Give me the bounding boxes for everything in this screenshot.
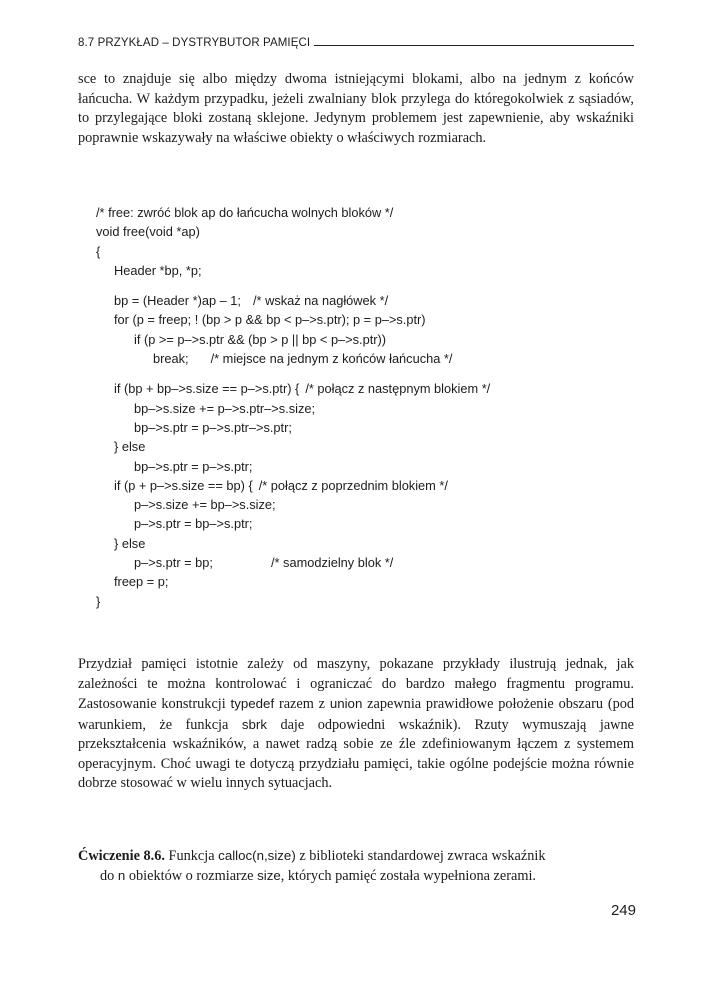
- exercise-text: z biblioteki standardowej zwraca wskaźnik: [299, 848, 546, 864]
- code-text: if (p >= p–>s.ptr && (bp > p || bp < p–>s.ptr)): [134, 331, 387, 347]
- exercise-text: Funkcja: [168, 848, 215, 864]
- code-comment: /* miejsce na jednym z końców łańcucha */: [210, 351, 453, 367]
- code-text: {: [96, 243, 101, 259]
- code-line: [96, 592, 636, 611]
- running-title: 8.7 PRZYKŁAD – DYSTRYBUTOR PAMIĘCI: [78, 37, 311, 49]
- code-line: [96, 534, 636, 553]
- summary-text: zapewnia prawidłowe położenie obszaru (pod warunkiem, że funkcja: [78, 696, 635, 733]
- keyword-sbrk: sbrk: [241, 716, 267, 732]
- code-line: [96, 291, 636, 310]
- exercise-code: calloc(n,size): [218, 848, 296, 863]
- header-rule: [314, 45, 634, 46]
- code-comment: /* wskaż na nagłówek */: [252, 293, 389, 309]
- code-text: break;: [153, 351, 189, 367]
- code-comment: /* free: zwróć blok ap do łańcucha wolnych bloków */: [96, 205, 394, 220]
- code-line: [96, 553, 636, 572]
- code-line: [96, 310, 636, 329]
- exercise-text: , których pamięć została wypełniona zerami.: [280, 868, 537, 884]
- code-line: [96, 203, 636, 222]
- exercise-code: n: [117, 868, 126, 883]
- code-line: [96, 399, 636, 418]
- code-line: [96, 437, 636, 456]
- code-text: if (p + p–>s.size == bp) {: [114, 477, 253, 493]
- code-text: bp–>s.ptr = p–>s.ptr–>s.ptr;: [134, 419, 292, 435]
- code-text: if (bp + bp–>s.size == p–>s.ptr) {: [114, 381, 300, 397]
- running-header: [78, 37, 634, 49]
- exercise-code: size: [257, 868, 281, 883]
- code-text: bp–>s.size += p–>s.ptr–>s.size;: [134, 400, 316, 416]
- code-line: [96, 514, 636, 533]
- code-text: bp–>s.ptr = p–>s.ptr;: [134, 458, 253, 474]
- summary-text: Przydział pamięci istotnie zależy od maszyny, pokazane przykłady ilustrują jednak, jak zależności te można kontrolować i ograniczać do bardzo małego fragmentu programu. Zastosowanie konstrukcji: [78, 656, 634, 712]
- code-text: void free(void *ap): [96, 224, 200, 240]
- code-comment: /* połącz z następnym blokiem */: [305, 381, 491, 397]
- code-listing: [96, 203, 636, 611]
- code-text: } else: [114, 439, 146, 455]
- keyword-union: union: [329, 696, 363, 711]
- code-text: p–>s.ptr = bp;: [134, 555, 213, 571]
- code-line: [96, 379, 636, 398]
- code-line: [96, 349, 636, 368]
- code-line: [96, 457, 636, 476]
- code-text: for (p = freep; ! (bp > p && bp < p–>s.ptr); p = p–>s.ptr): [114, 312, 426, 328]
- exercise-text: obiektów o rozmiarze: [128, 868, 254, 884]
- page-number: 249: [610, 902, 636, 919]
- code-text: } else: [114, 535, 146, 551]
- summary-text: daje odpowiedni wskaźnik). Rzuty wymuszają jawne przekształcenia wskaźników, a nawet radzą sobie ze źle zdefiniowanym łączem z systemem operacyjnym. Choć uwagi te dotyczą przydziału pamięci, takie ogólne podejście można równie dobrze stosować w wielu innych sytuacjach.: [78, 716, 634, 791]
- code-text: }: [96, 593, 101, 609]
- exercise-line: [78, 866, 634, 886]
- code-line: [96, 330, 636, 349]
- exercise-text: do: [100, 868, 115, 884]
- code-line: [96, 418, 636, 437]
- code-text: p–>s.size += bp–>s.size;: [134, 497, 276, 513]
- code-comment: /* połącz z poprzednim blokiem */: [258, 477, 448, 493]
- intro-paragraph: sce to znajduje się albo między dwoma istniejącymi blokami, albo na jednym z końców łańcucha. W każdym przypadku, jeżeli zwalniany blok przylega do któregokolwiek z sąsiadów, to przylegające bloki zostaną sklejone. Jedynym problemem jest zapewnienie, aby wskaźniki poprawnie wskazywały na właściwe obiekty o właściwych rozmiarach.: [78, 71, 634, 146]
- code-line: [96, 261, 636, 280]
- code-line: [96, 572, 636, 591]
- code-line: [96, 222, 636, 241]
- exercise-block: [78, 846, 634, 886]
- code-text: Header *bp, *p;: [114, 262, 202, 278]
- code-blank-line: [96, 368, 636, 379]
- exercise-line: [78, 846, 634, 866]
- code-text: freep = p;: [114, 574, 169, 590]
- summary-paragraph: [78, 655, 634, 794]
- keyword-typedef: typedef: [230, 696, 275, 711]
- code-text: p–>s.ptr = bp–>s.ptr;: [134, 516, 253, 532]
- summary-text: razem z: [278, 696, 326, 712]
- code-comment: /* samodzielny blok */: [270, 555, 394, 571]
- code-line: [96, 495, 636, 514]
- code-line: [96, 242, 636, 261]
- code-blank-line: [96, 280, 636, 291]
- code-text: bp = (Header *)ap – 1;: [114, 293, 241, 309]
- code-line: [96, 476, 636, 495]
- exercise-heading: Ćwiczenie 8.6.: [78, 848, 165, 864]
